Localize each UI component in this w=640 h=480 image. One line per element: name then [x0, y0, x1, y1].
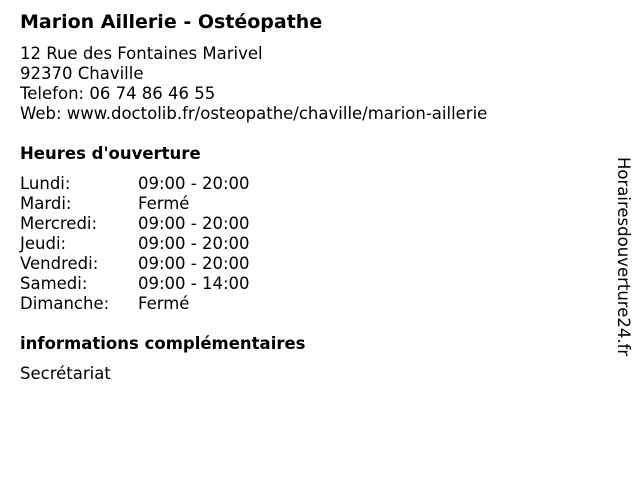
- day-label: Mercredi:: [20, 214, 98, 233]
- additional-info-text: Secrétariat: [20, 364, 111, 383]
- hours-row-sunday: [20, 294, 610, 314]
- hours-row-thursday: [20, 234, 610, 254]
- day-label: Vendredi:: [20, 254, 99, 273]
- site-watermark: [610, 134, 636, 380]
- time-value: 09:00 - 20:00: [138, 234, 250, 253]
- additional-info-heading: informations complémentaires: [20, 334, 306, 353]
- hours-row-wednesday: [20, 214, 610, 234]
- hours-row-tuesday: [20, 194, 610, 214]
- time-value: 09:00 - 14:00: [138, 274, 250, 293]
- business-card: [20, 8, 610, 384]
- time-value: 09:00 - 20:00: [138, 254, 250, 273]
- day-label: Dimanche:: [20, 294, 110, 313]
- day-label: Mardi:: [20, 194, 72, 213]
- opening-hours-heading: Heures d'ouverture: [20, 144, 201, 163]
- time-value: Fermé: [138, 194, 190, 213]
- address-street: 12 Rue des Fontaines Marivel: [20, 44, 263, 63]
- time-value: 09:00 - 20:00: [138, 174, 250, 193]
- website-link: Web: www.doctolib.fr/osteopathe/chaville/marion-aillerie: [20, 104, 488, 123]
- time-value: Fermé: [138, 294, 190, 313]
- day-label: Jeudi:: [20, 234, 67, 253]
- address-city: 92370 Chaville: [20, 64, 144, 83]
- hours-row-friday: [20, 254, 610, 274]
- phone-number: Telefon: 06 74 86 46 55: [20, 84, 216, 103]
- day-label: Samedi:: [20, 274, 88, 293]
- hours-row-monday: [20, 174, 610, 194]
- time-value: 09:00 - 20:00: [138, 214, 250, 233]
- hours-row-saturday: [20, 274, 610, 294]
- business-title: Marion Aillerie - Ostéopathe: [20, 11, 323, 33]
- watermark-text: Horairesdouverture24.fr: [614, 157, 633, 357]
- opening-hours-table: [20, 174, 610, 314]
- day-label: Lundi:: [20, 174, 71, 193]
